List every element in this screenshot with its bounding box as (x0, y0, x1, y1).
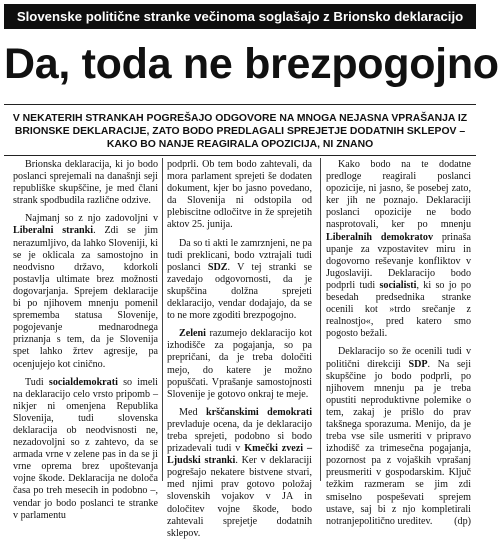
lead-rule (4, 155, 476, 156)
headline: Da, toda ne brezpogojno (4, 40, 499, 88)
text-run: , ki so jo po besedah predsednika stranke ocenili kot »trdo srečanje z realnostjo«, pred katero smo pogosto bežali. (326, 279, 471, 340)
text-run: prevladuje ocena, da je deklaracijo treba sprejeti, podobno si bodo prizadevali tudi v (167, 418, 312, 455)
party-name: Liberalnih demokratov (326, 231, 433, 243)
text-run: razumejo deklaracijo kot izhodišče za pogajanja, so pa prepričani, da je treba določiti mejo, do katere je možno popuščati. Vprašanje samostojnosti Slovenije je gotovo onkraj te meje. (167, 328, 312, 400)
column-1 (13, 159, 158, 521)
party-name: socialdemokrati (48, 376, 118, 388)
text-run: . Zdi se jim nerazumljivo, da lahko Sloveniji, ki se je oklicala za samostojno in neodvisno državo, kdorkoli postavlja ultimate brez možnosti dogovarjanja. Sprejem deklaracije bi po njihovem mnenju pomenil sprememba statusa Slovenije, pogojevanje mednarodnega priznanja s tem, da je Slovenija spet lahko žrtev agresije, pa ocenjujejo kot cinično. (13, 225, 158, 370)
column-2 (167, 159, 312, 539)
col1-paragraph-2 (13, 213, 158, 370)
text-run: . V tej stranki se zavedajo odgovornosti, da je skupščina dolžna sprejeti deklaracijo, vendar dodajajo, da se to ne more zgoditi brezpogojno. (167, 261, 312, 322)
text-run: Med (179, 406, 206, 418)
party-name: SDZ (207, 261, 228, 273)
lead-paragraph: V NEKATERIH STRANKAH POGREŠAJO ODGOVORE NA MNOGA NEJASNA VPRAŠANJA IZ BRIONSKE DEKLARACIJE, ZATO BODO PREDLAGALI SPREJETJE DODATNIH SKLEPOV – KAKO BO NANJE REAGIRALA OPOZICIJA, NI ZNANO (12, 113, 468, 150)
col1-paragraph-3 (13, 377, 158, 522)
col2-paragraph-3 (167, 328, 312, 401)
party-name: SDP (408, 358, 428, 370)
text-run: Da so ti akti le zamrznjeni, ne pa tudi preklicani, bodo vztrajali tudi poslanci (167, 237, 312, 273)
party-name: Liberalni stranki (13, 225, 94, 237)
text-run: Najmanj so z njo zadovoljni v (25, 213, 158, 225)
text-run: . Na seji skupščine jo bodo podprli, po njihovem mnenju pa je treba opustiti neproduktivne polemike o tem, zakaj je prišlo do prav takšnega sporazuma. Menijo, da je treba vse sile usmeriti v pripravo izhodišč za trimesečna pogajanja, pozornost pa z vojaških vprašanj preusmeriti v gospodarskim. Ključ težkim razmeram se jim zdi smiselno pospeševati sprejem ustave, saj bi z njo kompletirali notranjepolitično ureditev. (326, 358, 472, 527)
col2-paragraph-4 (167, 407, 312, 540)
author-signature: (dp) (454, 515, 471, 527)
top-rule (4, 104, 476, 105)
party-name: socialisti (379, 279, 417, 291)
text-run: . Ker v deklaraciji pogrešajo nekatere bistvene stvari, med njimi prav gotovo položaj slovenskih vojakov v JA in določitev vojne škode, bodo zahtevali sprejetje dodatnih sklepov. (167, 455, 312, 539)
text-run: Kako bodo na te dodatne predloge reagirali poslanci opozicije, ni jasno, še posebej zato, ker jih ne poznajo. Deklaraciji poslanci opozicije ne bodo nasprotovali, ker po mnenju (326, 159, 471, 231)
column-3 (326, 159, 472, 527)
party-name: Kmečki zvezi – Ljudski stranki (167, 443, 312, 467)
col2-paragraph-1: podprli. Ob tem bodo zahtevali, da mora parlament sprejeti še dodaten dokument, kjer bo jasno povedano, da Slovenija ni odstopila od plebiscitne odločitve in že sprejetih aktov 25. junija. (167, 159, 312, 231)
kicker-banner: Slovenske politične stranke večinoma soglašajo z Brionsko deklaracijo (4, 4, 476, 29)
column-divider (162, 158, 163, 481)
col1-paragraph-1: Brionska deklaracija, ki jo bodo poslanci sprejemali na današnji seji republiške skupščine, je med člani strank spodbudila različne odzive. (13, 159, 158, 207)
text-run: prinaša upanje za vzpostavitev miru in dogovorno reševanje konfliktov v Jugoslaviji. Deklaracijo bodo podprli tudi (326, 231, 471, 291)
col3-paragraph-1 (326, 159, 471, 340)
party-name: krščanskimi demokrati (205, 406, 312, 418)
party-name: Zeleni (179, 328, 206, 340)
col2-paragraph-2 (167, 238, 312, 323)
text-run: so imeli na deklaracijo celo vrsto pripomb – nikjer ni omenjena Republika Slovenija, tudi slovenska deklaracija ob neodvisnosti ne, nezadovoljni so z zahtevo, da se armada vrne v zelene pas in da se ji vrne oprema brez upoštevanja vojne škode. Deklaracija ne določa časa po treh mesecih in podobno –, vendar jo bodo poslanci te stranke v parlamentu (13, 376, 158, 521)
column-divider (320, 158, 321, 481)
text-run: Tudi (25, 376, 49, 388)
text-run: Deklaracijo so že ocenili tudi v politični direkciji (326, 346, 471, 370)
col3-paragraph-2 (326, 346, 471, 527)
